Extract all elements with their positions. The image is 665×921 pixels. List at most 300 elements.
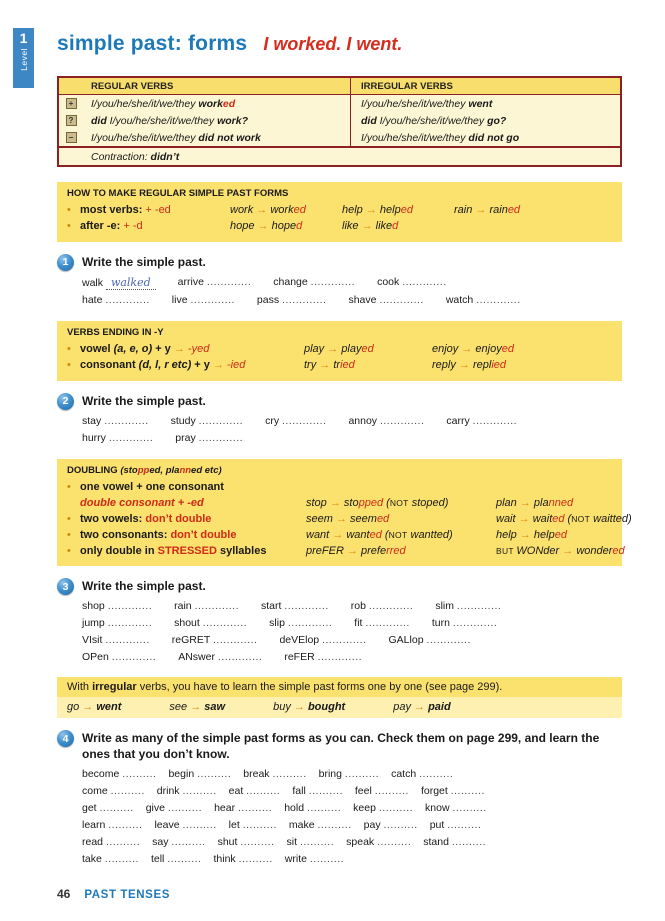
answer-blank[interactable]: ..........: [110, 784, 145, 797]
answer-blank[interactable]: ..........: [452, 801, 487, 814]
exercise-item: [319, 768, 379, 780]
exercise-number-badge: 2: [57, 393, 74, 410]
answer-blank[interactable]: .............: [104, 414, 149, 427]
rule-text: [80, 512, 306, 528]
level-label: Level: [18, 48, 29, 72]
verb-word: hear: [214, 801, 239, 814]
answer-blank[interactable]: ..........: [105, 835, 141, 848]
text-run: ed: [293, 204, 306, 216]
text-run: play: [341, 342, 362, 355]
answer-blank[interactable]: .............: [198, 414, 244, 427]
example-transformation: [304, 342, 432, 358]
exercise-prompt: Write the simple past.: [82, 254, 206, 269]
text-run: + y: [152, 342, 174, 355]
rule-text: [80, 358, 304, 374]
exercise-item: [269, 617, 332, 629]
exercise-item: [213, 853, 272, 865]
answer-blank[interactable]: .............: [368, 600, 414, 613]
text-run: ed: [376, 512, 390, 525]
exercise-prompt: Write the simple past.: [82, 393, 206, 408]
answer-blank[interactable]: ..........: [317, 818, 352, 831]
exercise-4: [57, 730, 622, 864]
example-transformation: [304, 358, 432, 374]
answer-blank[interactable]: ..........: [378, 801, 414, 814]
text-run: work: [198, 97, 223, 110]
verb-table-body: [59, 95, 620, 146]
verb-word: give: [145, 801, 168, 814]
verb-word: OPen: [82, 651, 112, 664]
answer-blank[interactable]: .............: [282, 414, 327, 427]
contraction-row: [59, 146, 620, 165]
exercise-item: [289, 819, 352, 831]
exercise-row: [82, 802, 622, 814]
text-run: did: [361, 114, 380, 127]
answer-blank[interactable]: .............: [402, 275, 447, 288]
bullet-icon: •: [67, 480, 71, 493]
verb-word: leave: [154, 818, 183, 831]
text-run: saw: [204, 701, 226, 714]
exercise-item: [152, 836, 205, 848]
text-run: waitted): [590, 512, 632, 525]
rule-line: [67, 544, 625, 560]
answer-blank[interactable]: ..........: [447, 818, 482, 831]
exercise-item: [423, 836, 486, 848]
text-run: (sto: [120, 464, 138, 476]
verb-word: read: [82, 835, 106, 848]
text-run: (a, e, o): [113, 342, 153, 355]
verb-word: eat: [228, 784, 247, 797]
answer-blank[interactable]: .............: [217, 651, 263, 664]
exercise-item: [174, 600, 239, 612]
answer-blank[interactable]: .............: [111, 651, 157, 664]
rule-line: [67, 203, 612, 219]
exercise-item: [348, 294, 423, 306]
text-run: see: [169, 701, 191, 714]
exercise-1-body: [82, 276, 622, 306]
irregular-note-text: [57, 677, 622, 697]
rule-line: [67, 512, 632, 528]
answer-blank[interactable]: ..........: [197, 767, 232, 780]
rule-box-title: VERBS ENDING IN -Y: [67, 326, 164, 338]
text-run: (: [381, 528, 389, 541]
answer-blank[interactable]: ..........: [374, 784, 409, 797]
page-content: [57, 32, 632, 870]
answer-blank[interactable]: .............: [213, 634, 258, 647]
answer-blank[interactable]: .............: [282, 293, 327, 306]
answer-blank[interactable]: ..........: [377, 835, 412, 848]
text-run: NOT: [389, 497, 409, 508]
text-run: BUT: [496, 545, 517, 556]
answer-blank[interactable]: .............: [206, 275, 252, 288]
text-run: two consonants:: [80, 528, 171, 541]
rule-box-body: [67, 480, 632, 560]
irregular-pair: [67, 701, 121, 713]
verb-word: fall: [292, 784, 309, 797]
bullet-icon: •: [67, 544, 71, 557]
answer-blank[interactable]: ..........: [309, 852, 345, 865]
answer-blank[interactable]: .............: [198, 431, 244, 444]
rule-line: [67, 480, 612, 496]
text-run: help: [533, 528, 555, 541]
text-run: →: [365, 204, 380, 216]
header-icon-cell: [59, 78, 83, 94]
answer-blank[interactable]: .............: [202, 617, 248, 630]
exercise-item: [279, 634, 366, 646]
exercise-prompt: Write as many of the simple past forms as you can. Check them on page 299, and learn the ones that you don’t know.: [82, 731, 600, 762]
rule-box-body: [67, 342, 612, 374]
verb-word: shut: [217, 835, 241, 848]
text-run: + -d: [123, 219, 143, 232]
title-row: [57, 32, 622, 56]
answer-blank[interactable]: ..........: [238, 852, 273, 865]
verb-word: shave: [348, 293, 380, 306]
exercise-item: [82, 785, 145, 797]
text-run: (: [564, 512, 572, 525]
exercise-item: [364, 819, 418, 831]
exercise-item: [178, 276, 252, 289]
answer-blank[interactable]: .............: [284, 600, 329, 613]
exercise-item: [285, 853, 344, 865]
answer-blank[interactable]: ..........: [306, 801, 342, 814]
exercise-item: [273, 276, 355, 289]
exercise-row: [82, 768, 622, 780]
text-run: →: [562, 544, 577, 557]
text-run: did not work: [198, 131, 261, 144]
exercise-item: [82, 600, 152, 612]
text-run: ed: [554, 528, 567, 541]
irregular-pair: [393, 701, 450, 713]
verb-word: reFER: [284, 651, 318, 664]
exercise-item: [214, 802, 272, 814]
text-run: WONder: [516, 544, 563, 557]
exercise-item: [257, 294, 327, 306]
regular-verb-cell: [83, 129, 351, 146]
verb-word: slim: [435, 600, 457, 613]
text-run: + -ed: [145, 204, 171, 216]
verb-word: become: [82, 767, 123, 780]
text-run: preFER: [306, 544, 347, 557]
exercise-item: [151, 853, 202, 865]
text-run: With: [67, 681, 93, 694]
text-run: →: [329, 496, 344, 509]
text-run: don’t double: [145, 512, 212, 525]
irregular-verb-cell: [351, 129, 620, 146]
text-run: →: [332, 528, 347, 541]
rule-line: [67, 219, 612, 235]
rule-line: [67, 358, 612, 374]
answer-blank[interactable]: .............: [365, 617, 410, 630]
verb-word: learn: [82, 818, 109, 831]
handwritten-answer[interactable]: walked: [106, 276, 156, 290]
answer-blank[interactable]: .............: [310, 275, 356, 288]
text-run: →: [319, 358, 334, 371]
text-run: help: [379, 204, 401, 216]
text-run: ed: [361, 342, 374, 355]
answer-blank[interactable]: ..........: [240, 835, 275, 848]
bullet-icon: •: [67, 204, 71, 216]
exercise-item: [292, 785, 343, 797]
exercise-row: [82, 853, 622, 865]
example-transformation: [306, 496, 496, 512]
text-run: ed: [369, 528, 382, 541]
exercise-4-body: [82, 768, 622, 865]
row-icon-cell: [59, 112, 83, 129]
text-run: I/you/he/she/it/we/they: [361, 131, 469, 144]
text-run: wait: [496, 512, 519, 525]
exercise-row: [82, 634, 622, 646]
answer-blank[interactable]: ..........: [182, 784, 217, 797]
text-run: ed: [552, 512, 565, 525]
verb-table-row: [59, 112, 620, 129]
rule-text: [80, 342, 304, 358]
text-run: -yed: [187, 342, 210, 355]
exercise-item: [157, 785, 217, 797]
answer-blank[interactable]: ..........: [238, 801, 273, 814]
answer-blank[interactable]: .............: [107, 600, 153, 613]
text-run: ed: [222, 97, 236, 110]
verb-word: speak: [346, 835, 378, 848]
text-run: →: [461, 342, 476, 355]
rule-line: [67, 496, 612, 512]
answer-blank[interactable]: .............: [472, 414, 518, 427]
text-run: pay: [393, 701, 414, 714]
text-run: rred: [386, 544, 406, 557]
exercise-item: [175, 432, 243, 444]
exercise-item: [178, 651, 262, 663]
verb-word: shop: [82, 600, 108, 613]
example-transformation: [230, 203, 342, 219]
contraction-text: [83, 148, 620, 165]
verb-word: turn: [431, 617, 453, 630]
page-footer: [57, 887, 170, 901]
text-run: hope: [230, 219, 258, 232]
answer-blank[interactable]: .............: [287, 617, 333, 630]
verb-word: pass: [256, 293, 283, 306]
answer-blank[interactable]: .............: [379, 293, 424, 306]
text-run: paid: [428, 701, 451, 714]
text-run: work: [270, 204, 294, 216]
exercise-item: [425, 802, 487, 814]
verb-word: drink: [156, 784, 183, 797]
answer-blank[interactable]: ..........: [450, 784, 485, 797]
answer-blank[interactable]: ..........: [122, 767, 157, 780]
text-run: wonder: [576, 544, 613, 557]
answer-blank[interactable]: ..........: [104, 852, 139, 865]
exercise-item: [82, 768, 156, 780]
answer-blank[interactable]: .............: [317, 651, 363, 664]
verb-word: make: [288, 818, 318, 831]
verb-word: reGRET: [171, 634, 214, 647]
text-run: help: [496, 528, 520, 541]
example-transformation: [230, 219, 342, 235]
exercise-item: [353, 802, 413, 814]
answer-blank[interactable]: ..........: [167, 852, 202, 865]
exercise-item: [172, 634, 258, 646]
verb-word: forget: [420, 784, 451, 797]
answer-blank[interactable]: .............: [107, 617, 153, 630]
text-run: STRESSED: [157, 544, 217, 557]
exercise-item: [82, 853, 139, 865]
text-run: rain: [454, 204, 476, 216]
answer-blank[interactable]: ..........: [99, 801, 134, 814]
exercise-row: [82, 600, 622, 612]
text-run: I/you/he/she/it/we/they: [109, 114, 218, 127]
answer-blank[interactable]: .............: [108, 431, 154, 444]
answer-blank[interactable]: ..........: [108, 818, 143, 831]
exercise-item: [82, 294, 150, 306]
text-run: →: [475, 204, 490, 216]
text-run: ed: [507, 204, 521, 216]
text-run: tr: [333, 358, 341, 371]
text-run: ied: [491, 358, 506, 371]
text-run: like: [342, 219, 362, 232]
verb-word: shout: [174, 617, 203, 630]
text-run: went: [468, 97, 493, 110]
rule-text: [80, 480, 306, 496]
text-run: d: [296, 219, 303, 232]
exercise-1: [57, 254, 622, 306]
verb-word: know: [425, 801, 453, 814]
verb-word: jump: [82, 617, 108, 630]
verb-word: pay: [363, 818, 384, 831]
exercise-row: [82, 651, 622, 663]
answer-blank[interactable]: .............: [476, 293, 521, 306]
irregular-pair: [169, 701, 225, 713]
verb-table-row: [59, 95, 620, 112]
verb-word: ANswer: [178, 651, 218, 664]
answer-blank[interactable]: .............: [194, 600, 239, 613]
answer-blank[interactable]: ..........: [451, 835, 487, 848]
exercise-item: [218, 836, 275, 848]
text-run: →: [335, 512, 351, 525]
text-run: verbs, you have to learn the simple past forms one by one (see page 299).: [136, 681, 503, 694]
exercise-row: [82, 294, 622, 306]
text-run: + y: [191, 358, 213, 371]
text-run: prefe: [361, 544, 387, 557]
text-run: go?: [487, 114, 507, 127]
answer-blank[interactable]: ..........: [171, 835, 206, 848]
verb-word: annoy: [348, 414, 380, 427]
answer-blank[interactable]: .............: [190, 293, 235, 306]
exercise-number-badge: 1: [57, 254, 74, 271]
text-run: irregular: [92, 681, 137, 694]
answer-blank[interactable]: ..........: [242, 818, 277, 831]
verb-word: VIsit: [82, 634, 106, 647]
exercise-item: [355, 785, 409, 797]
answer-blank[interactable]: .............: [456, 600, 502, 613]
irregular-verb-cell: [351, 95, 620, 112]
bullet-icon: •: [67, 219, 71, 232]
row-icon-cell: [59, 95, 83, 112]
bullet-icon: •: [67, 358, 71, 371]
text-run: pla: [533, 496, 549, 509]
text-run: seem: [350, 512, 377, 525]
irregular-verb-cell: [351, 112, 620, 129]
page-title: simple past: forms: [57, 32, 248, 55]
exercise-item: [229, 819, 277, 831]
exercise-item: [351, 600, 414, 612]
verb-word: deVElop: [279, 634, 323, 647]
text-run: syllables: [216, 544, 267, 557]
exercise-item: [265, 415, 326, 427]
section-title: PAST TENSES: [84, 889, 170, 901]
verb-word: start: [261, 600, 285, 613]
answer-blank[interactable]: .............: [105, 634, 150, 647]
answer-blank[interactable]: ..........: [344, 767, 380, 780]
level-tab: [13, 28, 34, 88]
text-run: want: [306, 528, 333, 541]
text-run: did: [91, 114, 110, 127]
answer-blank[interactable]: .............: [426, 634, 471, 647]
exercise-item: [346, 836, 411, 848]
answer-blank[interactable]: .............: [105, 293, 150, 306]
text-run: wantted): [407, 528, 453, 541]
text-run: I/you/he/she/it/we/they: [91, 131, 199, 144]
text-run: d: [392, 219, 399, 232]
exercise-row: [82, 785, 622, 797]
answer-blank[interactable]: ..........: [246, 784, 281, 797]
answer-blank[interactable]: ..........: [167, 801, 203, 814]
text-run: after -e:: [80, 219, 124, 232]
answer-blank[interactable]: .............: [379, 414, 425, 427]
answer-blank[interactable]: ..........: [182, 818, 217, 831]
verb-word: sit: [286, 835, 300, 848]
exercise-item: [154, 819, 216, 831]
text-run: work: [230, 204, 257, 216]
rule-text: [80, 496, 306, 512]
answer-blank[interactable]: .............: [322, 634, 367, 647]
answer-blank[interactable]: .............: [452, 617, 498, 630]
exercise-item: [446, 294, 521, 306]
text-run: try: [304, 358, 320, 371]
exercise-2: [57, 393, 622, 444]
verb-word: stay: [82, 414, 105, 427]
exercise-item: [82, 836, 140, 848]
text-run: NOT: [388, 529, 408, 540]
page-number: 46: [57, 887, 71, 901]
text-run: ed, pla: [149, 464, 180, 476]
rule-text: [80, 203, 230, 219]
verb-word: rain: [174, 600, 195, 613]
text-run: like: [375, 219, 393, 232]
answer-blank[interactable]: ..........: [272, 767, 307, 780]
verb-forms-table: [57, 76, 622, 167]
exercise-item: [172, 294, 235, 306]
answer-blank[interactable]: ..........: [308, 784, 343, 797]
text-run: went: [96, 701, 122, 714]
example-transformation: [454, 203, 566, 219]
verb-word: hurry: [82, 431, 109, 444]
verb-word: hold: [284, 801, 307, 814]
question-icon: ?: [66, 115, 77, 126]
verb-word: change: [273, 275, 311, 288]
text-run: repl: [472, 358, 492, 371]
example-transformation: [342, 203, 454, 219]
text-run: →: [190, 701, 205, 714]
answer-blank[interactable]: ..........: [419, 767, 454, 780]
exercise-item: [432, 617, 497, 629]
answer-blank[interactable]: ..........: [383, 818, 418, 831]
verb-word: come: [82, 784, 111, 797]
verb-word: stand: [423, 835, 452, 848]
example-transformation: [432, 358, 560, 374]
verb-word: bring: [318, 767, 345, 780]
text-run: ed: [400, 204, 413, 216]
column-header-irregular-verbs: IRREGULAR VERBS: [361, 80, 453, 92]
exercise-row: [82, 432, 622, 444]
verb-word: watch: [445, 293, 477, 306]
answer-blank[interactable]: ..........: [299, 835, 335, 848]
